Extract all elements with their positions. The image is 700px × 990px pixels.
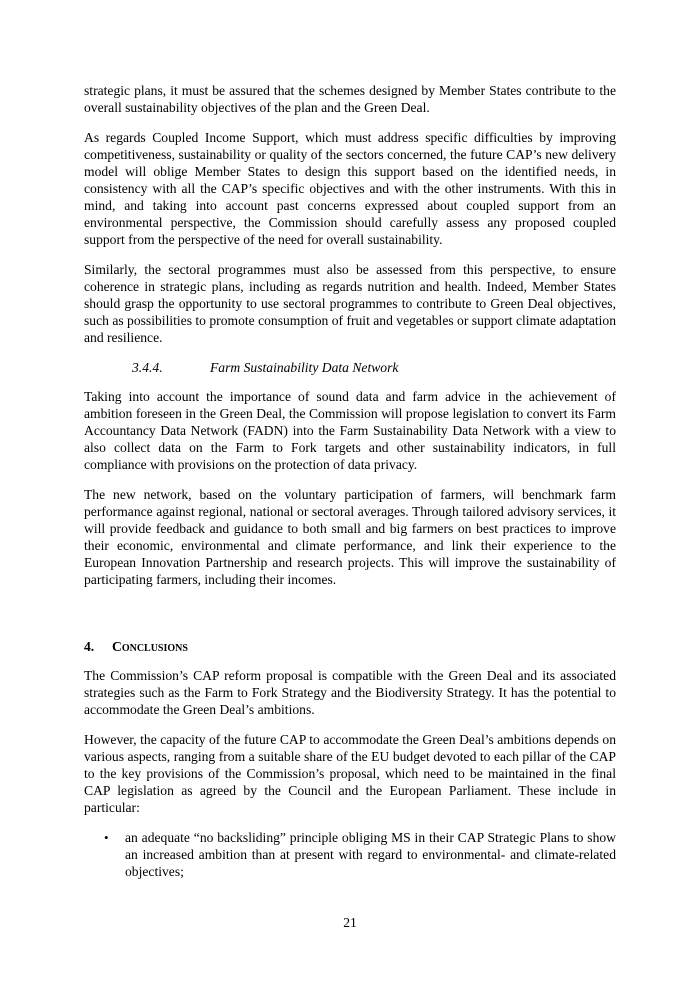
subsection-number: 3.4.4. [132, 360, 163, 375]
subsection-title: Farm Sustainability Data Network [210, 360, 399, 375]
list-item [84, 829, 616, 880]
bullet-list [84, 829, 616, 880]
body-paragraph: However, the capacity of the future CAP to accommodate the Green Deal’s ambitions depends on various aspects, ranging from a suitable share of the EU budget devoted to each pillar of the CAP to the key provisions of the Commission’s proposal, which need to be maintained in the final CAP legislation as agreed by the Council and the European Parliament. These include in particular: [84, 732, 616, 815]
body-paragraph: strategic plans, it must be assured that the schemes designed by Member States contribute to the overall sustainability objectives of the plan and the Green Deal. [84, 83, 616, 115]
page-number: 21 [343, 915, 357, 930]
body-paragraph: Taking into account the importance of sound data and farm advice in the achievement of ambition foreseen in the Green Deal, the Commission will propose legislation to convert its Farm Accountancy Data Network (FADN) into the Farm Sustainability Data Network with a view to also collect data on the Farm to Fork targets and other sustainability indicators, in full compliance with provisions on the protection of data privacy. [84, 389, 616, 472]
section-title: Conclusions [112, 639, 188, 654]
body-paragraph: Similarly, the sectoral programmes must also be assessed from this perspective, to ensure coherence in strategic plans, including as regards nutrition and health. Indeed, Member States should grasp the opportunity to use sectoral programmes to contribute to Green Deal objectives, such as possibilities to promote consumption of fruit and vegetables or support climate adaptation and resilience. [84, 262, 616, 345]
bullet-icon: • [104, 830, 109, 845]
body-paragraph: The Commission’s CAP reform proposal is compatible with the Green Deal and its associated strategies such as the Farm to Fork Strategy and the Biodiversity Strategy. It has the potential to accommodate the Green Deal’s ambitions. [84, 668, 616, 717]
body-paragraph: The new network, based on the voluntary participation of farmers, will benchmark farm performance against regional, national or sectoral averages. Through tailored advisory services, it will provide feedback and guidance to both small and big farmers on best practices to improve their economic, environmental and climate performance, and link their experience to the European Innovation Partnership and research projects. This will improve the sustainability of participating farmers, including their incomes. [84, 487, 616, 587]
section-number: 4. [84, 639, 95, 654]
body-paragraph: As regards Coupled Income Support, which must address specific difficulties by improving competitiveness, sustainability or quality of the sectors concerned, the future CAP’s new delivery model will oblige Member States to design this support based on the identified needs, in consistency with all the CAP’s specific objectives and with the other instruments. With this in mind, and taking into account past concerns expressed about coupled support from an environmental perspective, the Commission should carefully assess any proposed coupled support from the perspective of the need for overall sustainability. [84, 130, 616, 247]
section-heading [84, 638, 616, 655]
list-item-text: an adequate “no backsliding” principle obliging MS in their CAP Strategic Plans to show an increased ambition than at present with regard to environmental- and climate-related objectives; [125, 830, 616, 879]
subsection-heading [132, 359, 616, 376]
